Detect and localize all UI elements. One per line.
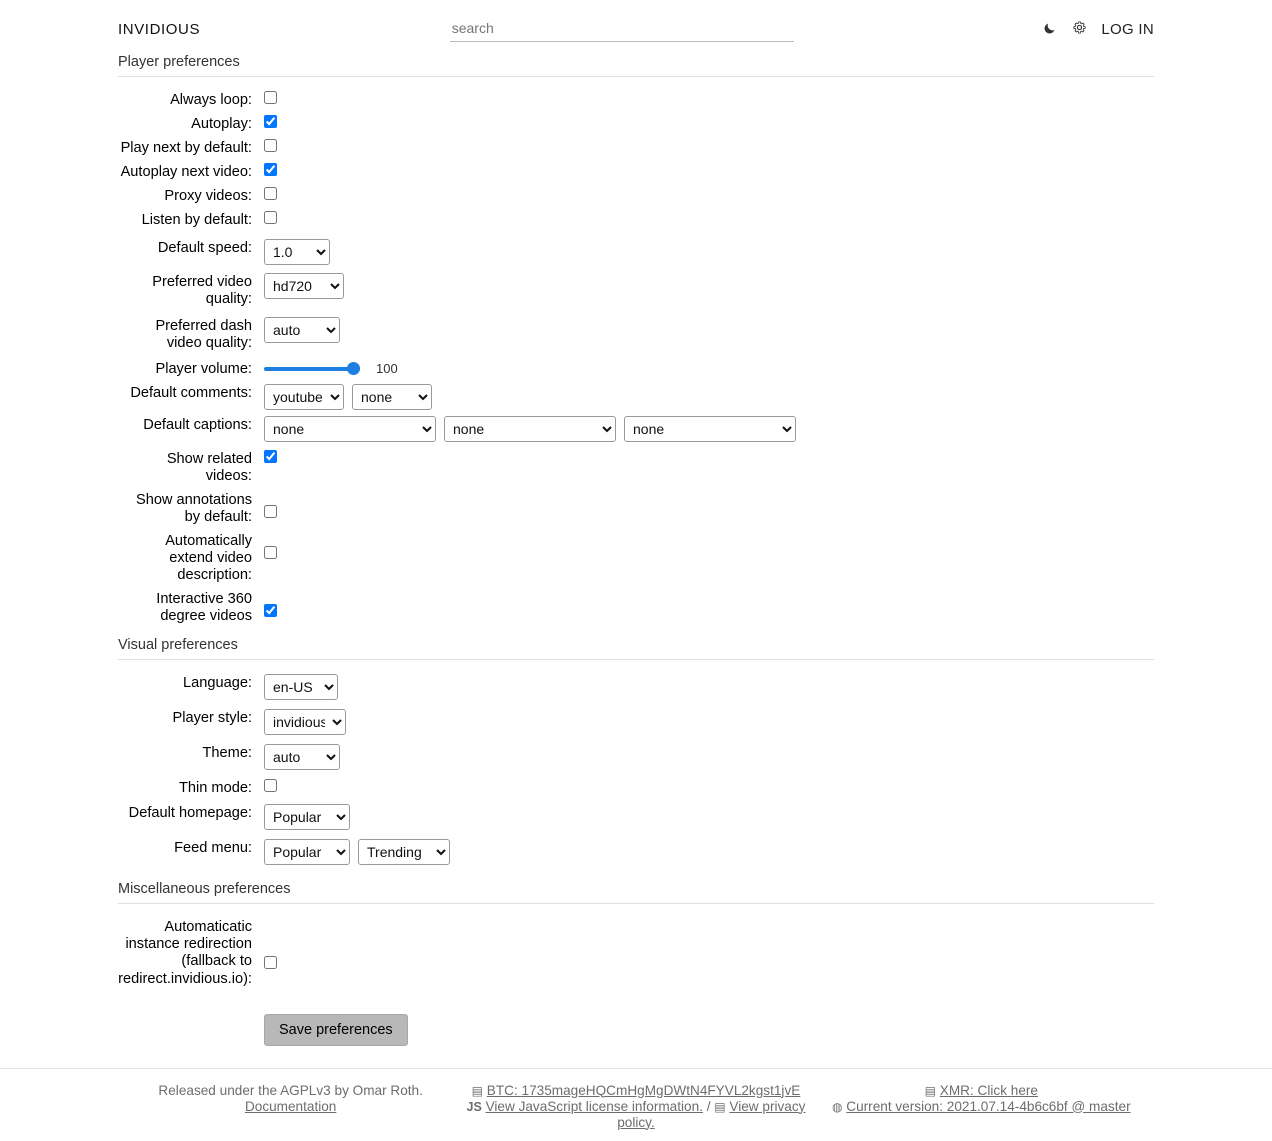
document-icon: ▤ <box>714 1099 726 1114</box>
js-badge: JS <box>466 1099 482 1114</box>
label-preferred-dash-video-quality: Preferred dash video quality: <box>155 317 252 351</box>
pref-row-preferred-dash-quality <box>118 317 1154 352</box>
pref-row-thin-mode <box>118 779 1154 797</box>
default-captions-first-select[interactable] <box>264 416 436 442</box>
label-extend-description: Automatically extend video description: <box>165 532 252 584</box>
pref-row-player-style <box>118 709 1154 735</box>
theme-select[interactable] <box>264 744 340 770</box>
label-thin-mode: Thin mode: <box>178 780 252 797</box>
pref-row-player-volume <box>118 360 1154 378</box>
github-icon: ◍ <box>832 1099 843 1114</box>
player-style-select[interactable] <box>264 709 346 735</box>
label-default-captions: Default captions: <box>143 416 252 433</box>
pref-row-default-homepage <box>118 804 1154 830</box>
label-listen-by-default: Listen by default: <box>141 212 252 229</box>
label-player-style: Player style: <box>172 710 252 727</box>
footer-version-col <box>809 1083 1154 1115</box>
pref-row-default-comments <box>118 384 1154 410</box>
search-area <box>200 17 1043 42</box>
search-input[interactable] <box>450 17 794 42</box>
monero-icon: ▤ <box>471 1083 484 1098</box>
pref-row-instance-redirect <box>118 918 1154 987</box>
misc-preferences-legend: Miscellaneous preferences <box>118 881 1154 904</box>
javascript-license-link[interactable]: View JavaScript license information. <box>485 1098 703 1114</box>
pref-row-extend-description <box>118 532 1154 584</box>
monero-icon-xmr: ▤ <box>924 1083 936 1098</box>
label-default-homepage: Default homepage: <box>128 805 252 822</box>
interactive-360-checkbox[interactable] <box>264 604 277 617</box>
documentation-link[interactable]: Documentation <box>244 1098 337 1114</box>
always-loop-checkbox[interactable] <box>264 91 277 104</box>
player-preferences-legend: Player preferences <box>118 54 1154 77</box>
pref-row-show-annotations <box>118 491 1154 526</box>
instance-redirect-checkbox[interactable] <box>264 956 277 969</box>
footer-donate-col <box>463 1083 808 1131</box>
play-next-by-default-checkbox[interactable] <box>264 139 277 152</box>
default-captions-second-select[interactable] <box>444 416 616 442</box>
label-language: Language: <box>183 675 252 692</box>
pref-row-interactive-360 <box>118 590 1154 625</box>
brand-logo[interactable]: INVIDIOUS <box>118 20 201 38</box>
pref-row-listen-by-default <box>118 211 1154 229</box>
save-preferences-button[interactable]: Save preferences <box>264 1014 408 1046</box>
label-interactive-360: Interactive 360 degree videos <box>156 591 252 625</box>
pref-row-default-speed <box>118 239 1154 265</box>
footer <box>0 1068 1272 1141</box>
label-default-speed: Default speed: <box>157 240 252 257</box>
pref-row-play-next-by-default <box>118 139 1154 157</box>
feed-menu-first-select[interactable] <box>264 839 350 865</box>
autoplay-checkbox[interactable] <box>264 115 277 128</box>
moon-icon[interactable] <box>1043 20 1058 38</box>
btc-address-link[interactable]: BTC: 1735mageHQCmHgMgDWtN4FYVL2kgst1jvE <box>486 1082 801 1098</box>
pref-row-preferred-quality <box>118 273 1154 308</box>
pref-row-feed-menu <box>118 839 1154 865</box>
show-related-videos-checkbox[interactable] <box>264 450 277 463</box>
default-comments-first-select[interactable] <box>264 384 344 410</box>
player-volume-slider[interactable] <box>264 367 360 371</box>
thin-mode-checkbox[interactable] <box>264 779 277 792</box>
label-play-next-by-default: Play next by default: <box>120 140 252 157</box>
pref-row-theme <box>118 744 1154 770</box>
footer-license-col <box>118 1083 463 1115</box>
pref-row-language <box>118 674 1154 700</box>
save-spacer <box>118 1014 264 1046</box>
footer-separator: / <box>706 1098 711 1114</box>
save-preferences-row <box>118 1014 1154 1046</box>
label-default-comments: Default comments: <box>130 384 252 401</box>
label-proxy-videos: Proxy videos: <box>164 188 252 205</box>
preferences-content <box>0 54 1272 1046</box>
label-theme: Theme: <box>202 745 252 762</box>
proxy-videos-checkbox[interactable] <box>264 187 277 200</box>
extend-description-checkbox[interactable] <box>264 546 277 559</box>
label-autoplay: Autoplay: <box>191 116 252 133</box>
feed-menu-second-select[interactable] <box>358 839 450 865</box>
pref-row-show-related-videos <box>118 450 1154 485</box>
label-show-related-videos: Show related videos: <box>166 450 252 484</box>
label-autoplay-next-video: Autoplay next video: <box>120 164 252 181</box>
navbar-actions <box>1043 20 1154 38</box>
pref-row-default-captions <box>118 416 1154 442</box>
language-select[interactable] <box>264 674 338 700</box>
gear-icon[interactable] <box>1072 20 1087 38</box>
preferred-dash-video-quality-select[interactable] <box>264 317 340 343</box>
label-instance-redirect: Automaticatic instance redirection (fallback to redirect.invidious.io): <box>118 919 252 987</box>
default-homepage-select[interactable] <box>264 804 350 830</box>
label-feed-menu: Feed menu: <box>174 840 252 857</box>
label-show-annotations: Show annotations by default: <box>135 491 252 525</box>
label-always-loop: Always loop: <box>170 92 252 108</box>
footer-license-text: Released under the AGPLv3 by Omar Roth. <box>158 1082 423 1098</box>
xmr-link[interactable]: XMR: Click here <box>939 1082 1038 1098</box>
label-preferred-video-quality: Preferred video quality: <box>152 274 252 308</box>
pref-row-always-loop <box>118 91 1154 109</box>
preferred-video-quality-select[interactable] <box>264 273 344 299</box>
privacy-policy-link[interactable]: View privacy policy. <box>617 1098 806 1130</box>
show-annotations-checkbox[interactable] <box>264 505 277 518</box>
player-volume-value: 100 <box>376 361 398 377</box>
default-comments-second-select[interactable] <box>352 384 432 410</box>
pref-row-autoplay-next-video <box>118 163 1154 181</box>
pref-row-proxy-videos <box>118 187 1154 205</box>
navbar <box>0 0 1272 54</box>
label-player-volume: Player volume: <box>155 360 252 377</box>
pref-row-autoplay <box>118 115 1154 133</box>
search-form <box>450 17 794 42</box>
autoplay-next-video-checkbox[interactable] <box>264 163 277 176</box>
default-captions-third-select[interactable] <box>624 416 796 442</box>
login-link[interactable]: LOG IN <box>1101 20 1154 38</box>
default-speed-select[interactable] <box>264 239 330 265</box>
visual-preferences-legend: Visual preferences <box>118 637 1154 660</box>
listen-by-default-checkbox[interactable] <box>264 211 277 224</box>
current-version-link[interactable]: Current version: 2021.07.14-4b6c6bf @ master <box>846 1098 1131 1114</box>
